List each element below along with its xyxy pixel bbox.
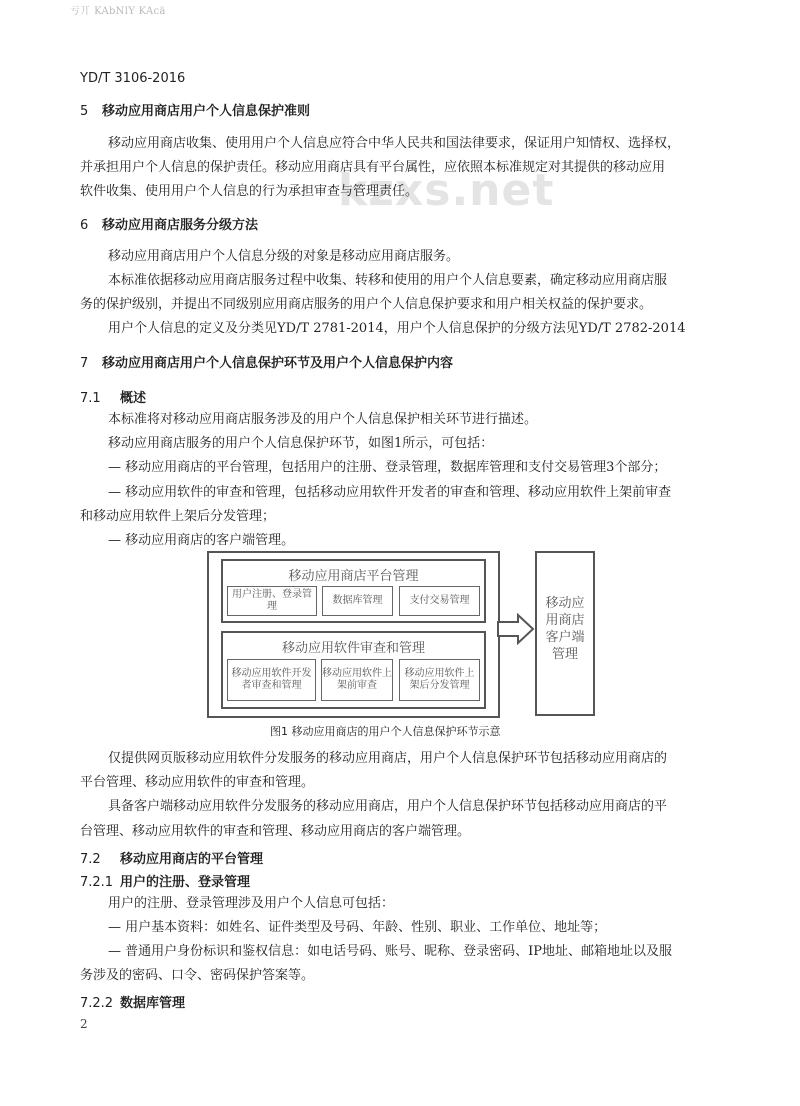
watermark: kzxs.net xyxy=(338,165,555,216)
section-title: 概述 xyxy=(120,391,147,406)
section-title: 移动应用商店的平台管理 xyxy=(120,852,264,867)
figure-box-post-listing-distribution: 移动应用软件上架后分发管理 xyxy=(399,659,480,701)
section-number: 7.2.1 xyxy=(80,875,114,890)
section-7-2-heading xyxy=(80,848,263,867)
list-item: — 移动应用软件的审查和管理，包括移动应用软件开发者的审查和管理、移动应用软件上架前审查 xyxy=(108,485,672,500)
section-7-1-heading xyxy=(80,387,146,406)
software-review-title: 移动应用软件审查和管理 xyxy=(281,641,425,656)
paragraph-line: 本标准将对移动应用商店服务涉及的用户个人信息保护相关环节进行描述。 xyxy=(108,412,538,427)
list-item: — 用户基本资料：如姓名、证件类型及号码、年龄、性别、职业、工作单位、地址等； xyxy=(108,920,607,935)
paragraph-line: 软件收集、使用用户个人信息的行为承担审查与管理责任。 xyxy=(80,184,419,199)
figure-box-payment: 支付交易管理 xyxy=(399,586,480,616)
section-7-heading xyxy=(80,352,453,371)
section-number: 7.1 xyxy=(80,391,101,406)
paragraph-line: 平台管理、移动应用软件的审查和管理。 xyxy=(80,775,315,790)
section-number: 7.2 xyxy=(80,852,101,867)
right-arrow-icon xyxy=(496,613,536,645)
section-number: 7.2.2 xyxy=(80,996,114,1011)
section-number: 5 xyxy=(80,104,89,119)
section-title: 用户的注册、登录管理 xyxy=(120,875,251,890)
list-item: — 移动应用商店的平台管理，包括用户的注册、登录管理，数据库管理和支付交易管理3个部分； xyxy=(108,460,667,475)
paragraph-line: 移动应用商店服务的用户个人信息保护环节，如图1所示，可包括： xyxy=(108,436,494,451)
section-6-heading xyxy=(80,214,258,233)
list-item-continuation: 务涉及的密码、口令、密码保护答案等。 xyxy=(80,968,315,983)
header-corner-text: 亏丌 KAbNlY KAcä xyxy=(70,6,166,17)
paragraph-line: 务的保护级别，并提出不同级别应用商店服务的用户个人信息保护要求和用户相关权益的保护要求。 xyxy=(80,297,653,312)
document-id: YD/T 3106-2016 xyxy=(80,71,186,86)
section-5-heading xyxy=(80,100,310,119)
paragraph-line: 移动应用商店收集、使用用户个人信息应符合中华人民共和国法律要求，保证用户知情权、选择权， xyxy=(108,136,681,151)
client-management-label: 移动应用商店客户端管理 xyxy=(545,596,585,662)
section-number: 7 xyxy=(80,356,89,371)
list-item: — 移动应用商店的客户端管理。 xyxy=(108,533,295,548)
paragraph-line: 用户个人信息的定义及分类见YD/T 2781-2014，用户个人信息保护的分级方法见YD/T 2782-2014 xyxy=(108,321,686,336)
page-number: 2 xyxy=(80,1017,88,1031)
platform-management-title: 移动应用商店平台管理 xyxy=(288,569,419,584)
figure-caption: 图1 移动应用商店的用户个人信息保护环节示意 xyxy=(270,725,501,738)
section-7-2-2-heading xyxy=(80,992,185,1011)
figure-box-registration: 用户注册、登录管理 xyxy=(227,586,317,616)
section-title: 数据库管理 xyxy=(120,996,186,1011)
paragraph-line: 并承担用户个人信息的保护责任。移动应用商店具有平台属性，应依照本标准规定对其提供的移动应用 xyxy=(80,160,666,175)
figure-box-database: 数据库管理 xyxy=(322,586,393,616)
paragraph-line: 台管理、移动应用软件的审查和管理、移动应用商店的客户端管理。 xyxy=(80,824,471,839)
list-item: — 普通用户身份标识和鉴权信息：如电话号码、账号、昵称、登录密码、IP地址、邮箱地址以及服 xyxy=(108,944,673,959)
section-7-2-1-heading xyxy=(80,871,250,890)
paragraph-line: 本标准依据移动应用商店服务过程中收集、转移和使用的用户个人信息要素，确定移动应用商店服 xyxy=(108,273,668,288)
section-title: 移动应用商店用户个人信息保护环节及用户个人信息保护内容 xyxy=(102,356,454,371)
paragraph-line: 移动应用商店用户个人信息分级的对象是移动应用商店服务。 xyxy=(108,249,460,264)
figure-box-pre-listing-review: 移动应用软件上架前审查 xyxy=(321,659,393,701)
paragraph-line: 用户的注册、登录管理涉及用户个人信息可包括： xyxy=(108,896,395,911)
paragraph-line: 仅提供网页版移动应用软件分发服务的移动应用商店，用户个人信息保护环节包括移动应用商店的 xyxy=(108,751,668,766)
list-item-continuation: 和移动应用软件上架后分发管理； xyxy=(80,509,276,524)
section-number: 6 xyxy=(80,218,89,233)
section-title: 移动应用商店用户个人信息保护准则 xyxy=(102,104,311,119)
figure-box-developer-review: 移动应用软件开发者审查和管理 xyxy=(227,659,316,701)
paragraph-line: 具备客户端移动应用软件分发服务的移动应用商店，用户个人信息保护环节包括移动应用商店的平 xyxy=(108,799,668,814)
section-title: 移动应用商店服务分级方法 xyxy=(102,218,259,233)
